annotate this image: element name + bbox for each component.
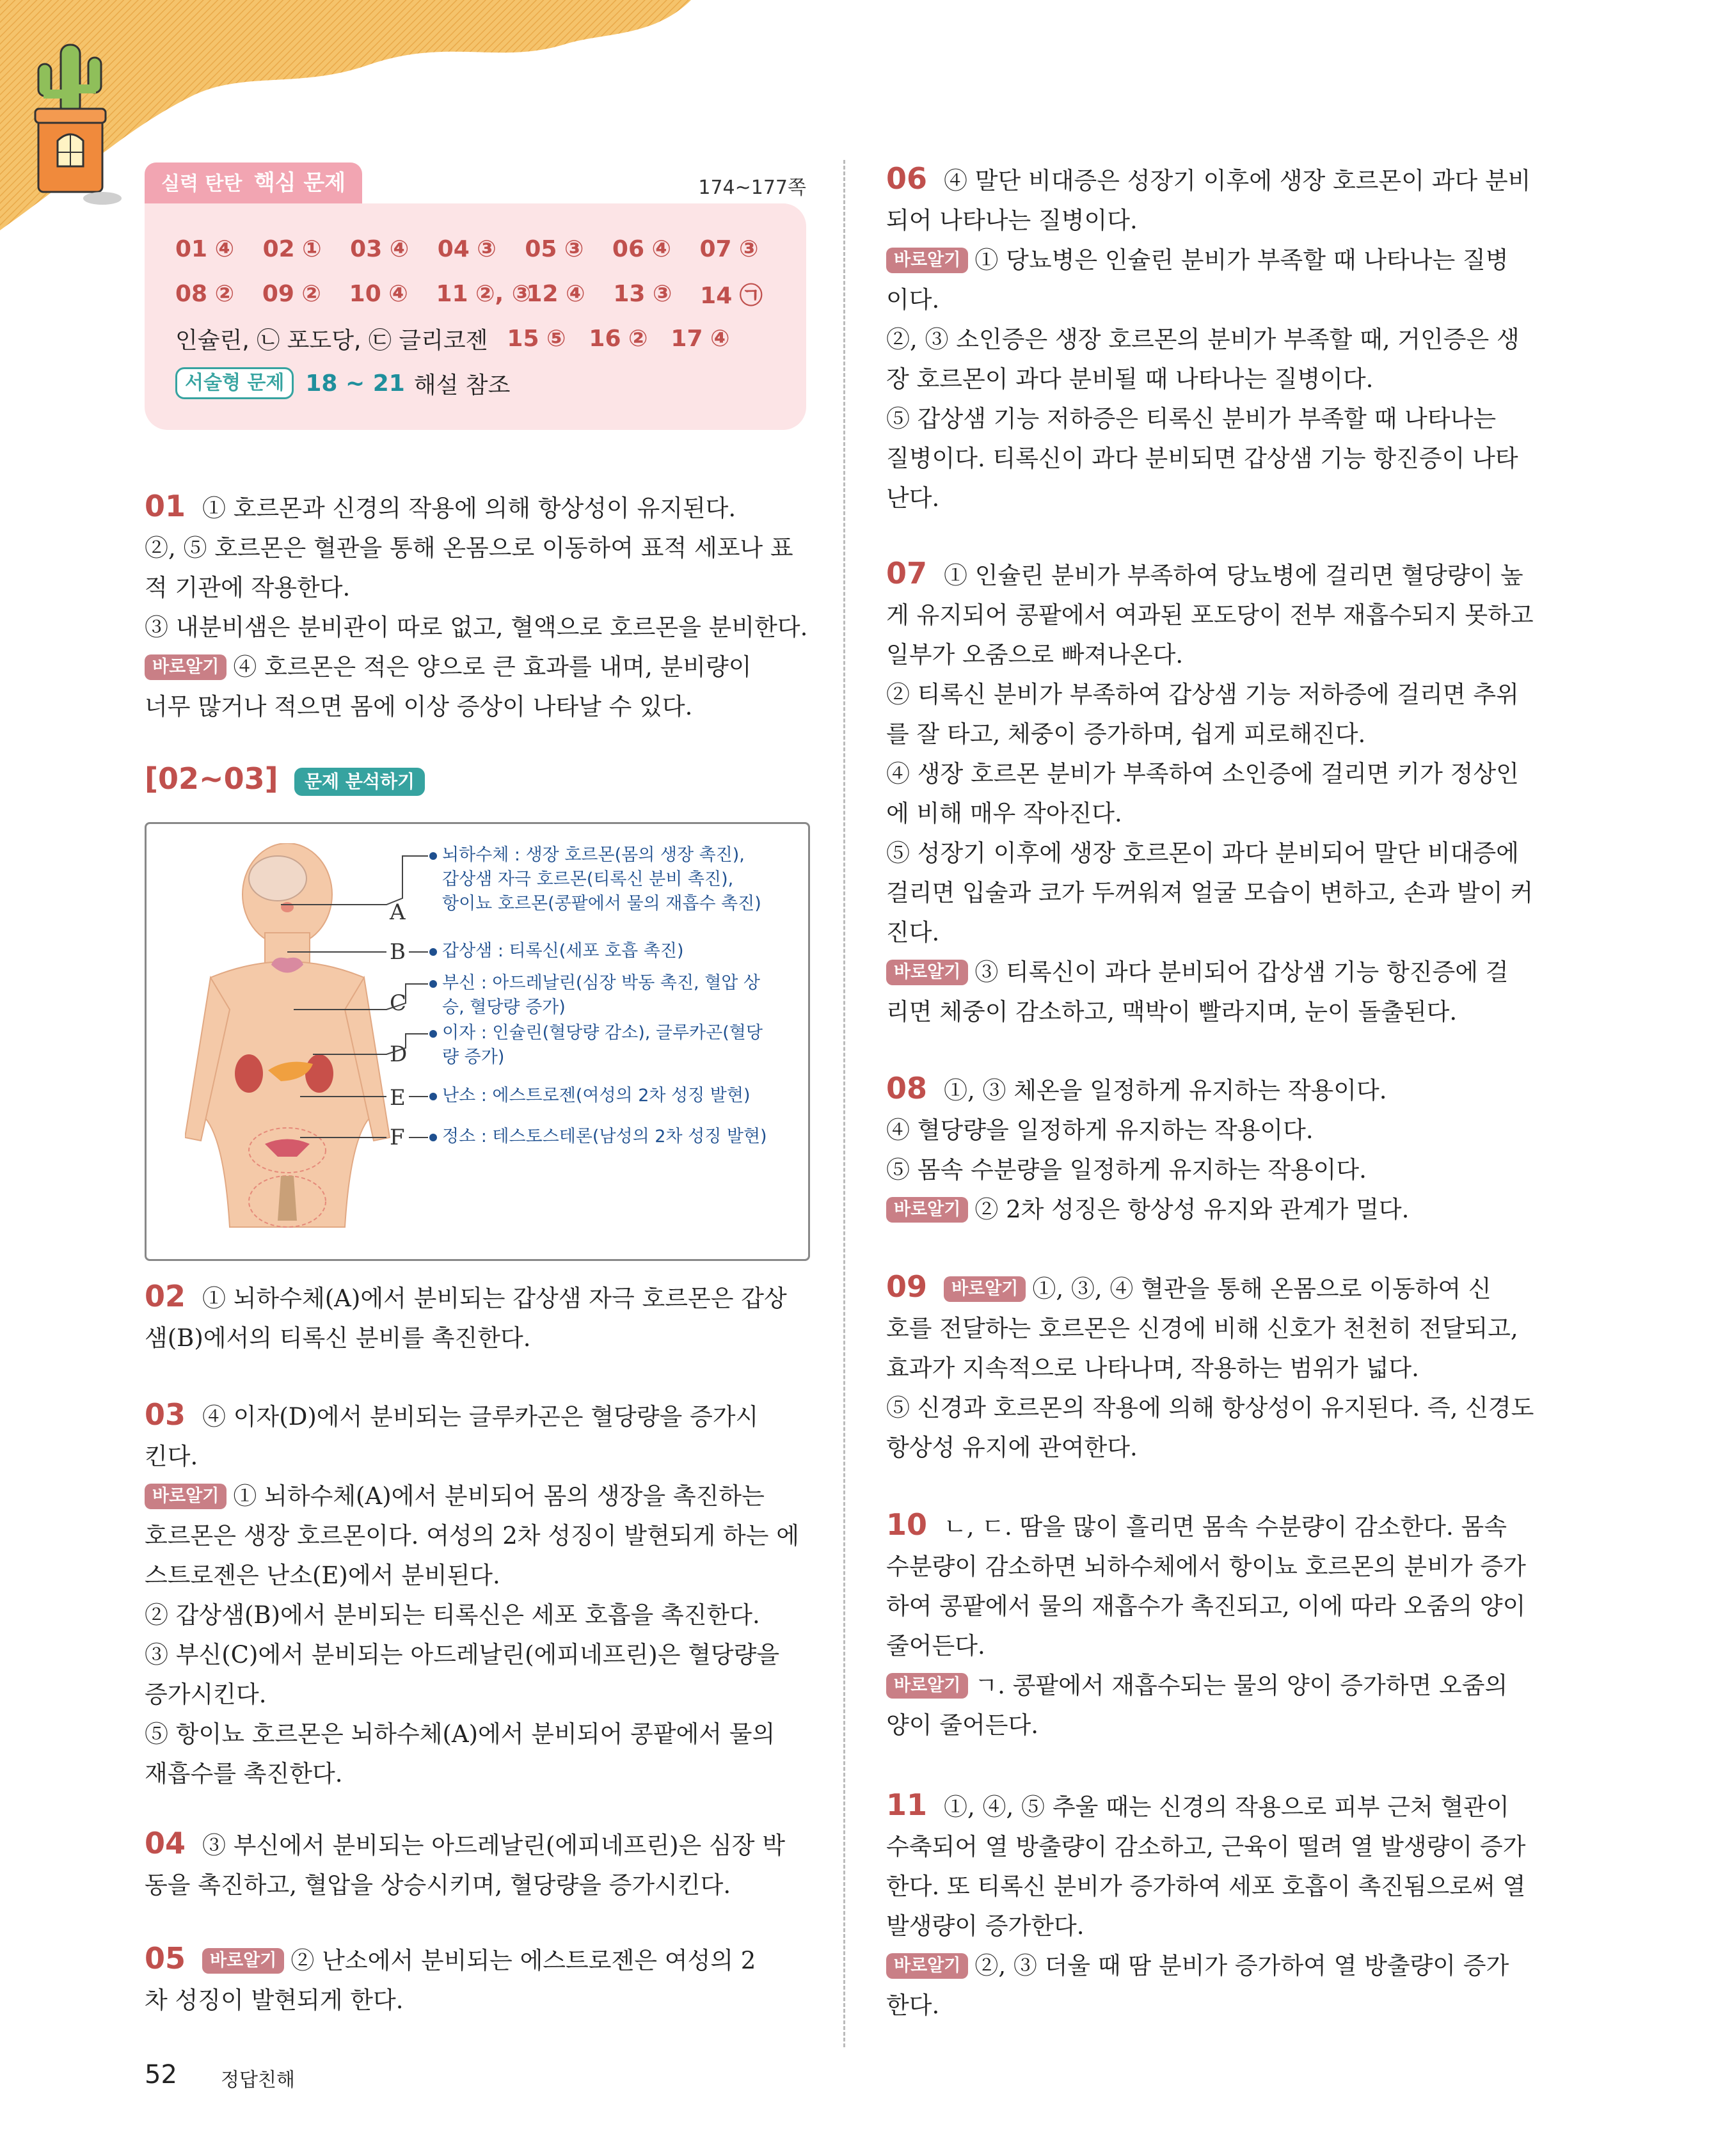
text-line: 이자 : 인슐린(혈당량 감소), 글루카곤(혈당: [442, 1023, 763, 1043]
question-number: 04: [145, 1826, 186, 1860]
answer-row: [175, 271, 787, 316]
answer-14-continuation: 인슐린, ㉡ 포도당, ㉢ 글리코젠: [175, 327, 488, 354]
text-line: ① 인슐린 분비가 부족하여 당뇨병에 걸리면 혈당량이 높: [944, 562, 1523, 589]
leader-dot: [429, 1030, 437, 1038]
answer-number: 02: [262, 235, 295, 262]
answer-value: ②, ③: [475, 280, 532, 307]
question-number: 08: [886, 1071, 928, 1106]
text-line: ⑤ 항이뇨 호르몬은 뇌하수체(A)에서 분비되어 콩팥에서 물의: [145, 1720, 775, 1748]
text-line: 너무 많거나 적으면 몸에 이상 증상이 나타날 수 있다.: [145, 693, 693, 720]
answer-item: [507, 326, 589, 352]
text-line: 를 잘 타고, 체중이 증가하며, 쉽게 피로해진다.: [886, 720, 1366, 748]
text-line: 수분량이 감소하면 뇌하수체에서 항이뇨 호르몬의 분비가 증가: [886, 1553, 1526, 1580]
text-line: ⑤ 몸속 수분량을 일정하게 유지하는 작용이다.: [886, 1156, 1367, 1184]
answer-number: 10: [349, 280, 381, 307]
answer-item: [175, 236, 263, 262]
fix-badge: 바로알기: [944, 1276, 1026, 1302]
text-line: 뇌하수체 : 생장 호르몬(몸의 생장 촉진),: [442, 845, 745, 865]
answer-row: [175, 316, 787, 361]
fix-badge: 바로알기: [886, 960, 968, 985]
answer-item: [612, 236, 700, 262]
answer-number: 17: [671, 325, 703, 352]
answer-value: ④: [710, 325, 730, 352]
leader-dot: [429, 980, 437, 988]
answer-value: ④: [214, 235, 235, 262]
answer-number: 16: [589, 325, 621, 352]
answer-value: ②: [214, 280, 235, 307]
answer-header: [145, 162, 806, 201]
question-number: 03: [145, 1397, 186, 1432]
answer-number: 03: [350, 235, 383, 262]
answer-box: [145, 203, 806, 430]
text-line: 동을 촉진하고, 혈압을 상승시키며, 혈당량을 증가시킨다.: [145, 1871, 731, 1899]
answer-item: [671, 326, 752, 352]
diagram-label-e: E: [390, 1085, 406, 1111]
answer-value: ③: [477, 235, 497, 262]
fix-badge: 바로알기: [886, 1197, 968, 1223]
answer-item: [350, 236, 438, 262]
question-11: [886, 1785, 1564, 2025]
answer-value: ②: [628, 325, 648, 352]
fix-badge: 바로알기: [145, 654, 227, 680]
text-line: ③ 티록신이 과다 분비되어 갑상샘 기능 항진증에 걸: [974, 958, 1509, 986]
text-line: 항상성 유지에 관여한다.: [886, 1434, 1138, 1461]
answer-value: ②: [301, 280, 321, 307]
question-number: 09: [886, 1269, 928, 1304]
answer-value: ④: [566, 280, 585, 307]
text-line: 난소 : 에스트로젠(여성의 2차 성징 발현): [442, 1086, 751, 1106]
answer-number: 14: [700, 282, 733, 309]
text-line: 진다.: [886, 919, 940, 946]
answer-value: ③: [739, 235, 759, 262]
answer-value: ④: [389, 235, 409, 262]
answer-number: 15: [507, 325, 539, 352]
text-line: 승, 혈당량 증가): [442, 997, 566, 1017]
text-line: 하여 콩팥에서 물의 재흡수가 촉진되고, 이에 따라 오줌의 양이: [886, 1592, 1526, 1620]
seosul-numbers: 18 ~ 21: [305, 370, 405, 397]
answer-tab-label: 실력 탄탄: [161, 173, 242, 195]
text-line: 증가시킨다.: [145, 1681, 267, 1708]
answer-item: [526, 281, 613, 307]
question-number: 11: [886, 1787, 928, 1822]
answer-item: [262, 281, 349, 307]
text-line: 효과가 지속적으로 나타나며, 작용하는 범위가 넓다.: [886, 1354, 1419, 1382]
answer-value: ⑤: [546, 325, 566, 352]
question-04: [145, 1823, 810, 1905]
question-03: [145, 1395, 810, 1794]
text-line: ⑤ 성장기 이후에 생장 호르몬이 과다 분비되어 말단 비대증에: [886, 839, 1519, 867]
answer-item: [525, 236, 612, 262]
text-line: ②, ③ 소인증은 생장 호르몬의 분비가 부족할 때, 거인증은 생: [886, 326, 1520, 353]
answer-number: 01: [175, 235, 208, 262]
question-01: [145, 486, 810, 727]
answer-value: ③: [652, 280, 672, 307]
question-06: [886, 159, 1564, 518]
text-line: 게 유지되어 콩팥에서 여과된 포도당이 전부 재흡수되지 못하고: [886, 601, 1534, 629]
question-07: [886, 553, 1564, 1032]
text-line: 차 성징이 발현되게 한다.: [145, 1986, 404, 2014]
answer-item: [589, 326, 671, 352]
text-line: ① 호르몬과 신경의 작용에 의해 항상성이 유지된다.: [202, 495, 736, 522]
answer-value: ①: [302, 235, 322, 262]
fix-badge: 바로알기: [886, 1953, 968, 1979]
question-05: [145, 1938, 810, 2020]
answer-tab: [145, 162, 362, 203]
text-line: ② 갑상샘(B)에서 분비되는 티록신은 세포 호흡을 촉진한다.: [145, 1601, 760, 1629]
text-line: ④ 생장 호르몬 분비가 부족하여 소인증에 걸리면 키가 정상인: [886, 760, 1519, 788]
answer-value: ③: [564, 235, 584, 262]
answer-item: [700, 278, 787, 310]
text-line: 스트로젠은 난소(E)에서 분비된다.: [145, 1562, 500, 1589]
text-line: 재흡수를 촉진한다.: [145, 1760, 343, 1787]
gland-text-pancreas: [442, 1021, 763, 1070]
answer-item: [613, 281, 700, 307]
answer-number: 04: [437, 235, 470, 262]
answer-item: [699, 236, 787, 262]
answer-number: 07: [699, 235, 732, 262]
fix-badge: 바로알기: [145, 1484, 227, 1509]
answer-item: [438, 236, 525, 262]
question-08: [886, 1068, 1564, 1230]
text-line: 에 비해 매우 작아진다.: [886, 800, 1122, 827]
text-line: ①, ③ 체온을 일정하게 유지하는 작용이다.: [944, 1077, 1387, 1104]
text-line: ④ 혈당량을 일정하게 유지하는 작용이다.: [886, 1116, 1314, 1144]
text-line: ②, ⑤ 호르몬은 혈관을 통해 온몸으로 이동하여 표적 세포나 표: [145, 534, 793, 562]
question-number: 06: [886, 161, 928, 196]
text-line: 난다.: [886, 484, 940, 512]
text-line: 되어 나타나는 질병이다.: [886, 207, 1138, 234]
answer-grid: [175, 226, 787, 406]
text-line: 샘(B)에서의 티록신 분비를 촉진한다.: [145, 1324, 531, 1352]
diagram-label-d: D: [390, 1042, 408, 1067]
question-10: [886, 1505, 1564, 1745]
text-line: 적 기관에 작용한다.: [145, 574, 351, 601]
answer-item: [175, 281, 262, 307]
answer-number: 06: [612, 235, 644, 262]
question-number: 02: [145, 1279, 186, 1313]
diagram-label-f: F: [390, 1125, 405, 1150]
text-line: ③ 부신(C)에서 분비되는 아드레날린(에피네프린)은 혈당량을: [145, 1641, 780, 1669]
answer-number: 12: [526, 280, 559, 307]
text-line: 줄어든다.: [886, 1632, 985, 1660]
text-line: ㄱ. 콩팥에서 재흡수되는 물의 양이 증가하면 오줌의: [974, 1672, 1508, 1699]
endocrine-diagram: [145, 822, 810, 1261]
question-number: 07: [886, 556, 928, 591]
text-line: 양이 줄어든다.: [886, 1711, 1038, 1739]
text-line: ② 난소에서 분비되는 에스트로젠은 여성의 2: [290, 1947, 756, 1974]
text-line: ㄴ, ㄷ. 땀을 많이 흘리면 몸속 수분량이 감소한다. 몸속: [944, 1513, 1507, 1541]
answer-value: ㉠: [739, 282, 763, 309]
text-line: 장 호르몬이 과다 분비될 때 나타나는 질병이다.: [886, 365, 1374, 393]
gland-text-ovary: [442, 1084, 750, 1108]
text-line: 부신 : 아드레날린(심장 박동 촉진, 혈압 상: [442, 973, 761, 993]
answer-item: [436, 280, 532, 307]
text-line: 항이뇨 호르몬(콩팥에서 물의 재흡수 촉진): [442, 894, 761, 914]
text-line: ④ 말단 비대증은 성장기 이후에 생장 호르몬이 과다 분비: [944, 167, 1531, 194]
text-line: ①, ③, ④ 혈관을 통해 온몸으로 이동하여 신: [1032, 1275, 1491, 1303]
answer-item: [349, 281, 436, 307]
answer-pages: 174~177쪽: [698, 177, 806, 199]
text-line: 걸리면 입술과 코가 두꺼워져 얼굴 모습이 변하고, 손과 발이 커: [886, 879, 1534, 907]
answer-row: [175, 361, 787, 406]
answer-value: ④: [388, 280, 408, 307]
analysis-badge: 문제 분석하기: [294, 768, 425, 796]
text-line: ⑤ 신경과 호르몬의 작용에 의해 항상성이 유지된다. 즉, 신경도: [886, 1394, 1534, 1422]
text-line: 정소 : 테스토스테론(남성의 2차 성징 발현): [442, 1127, 767, 1146]
answer-tab-title: 핵심 문제: [253, 170, 346, 196]
leader-dot: [429, 948, 437, 956]
text-line: ② 티록신 분비가 부족하여 갑상샘 기능 저하증에 걸리면 추위: [886, 681, 1519, 708]
text-line: 일부가 오줌으로 빠져나온다.: [886, 641, 1184, 669]
diagram-label-a: A: [390, 900, 406, 925]
text-line: ②, ③ 더울 때 땀 분비가 증가하여 열 방출량이 증가: [974, 1952, 1509, 1979]
answer-item: [263, 236, 351, 262]
question-09: [886, 1267, 1564, 1468]
text-line: 한다. 또 티록신 분비가 증가하여 세포 호흡이 촉진됨으로써 열: [886, 1873, 1526, 1900]
fix-badge: 바로알기: [202, 1948, 284, 1974]
text-line: 호르몬은 생장 호르몬이다. 여성의 2차 성징이 발현되게 하는 에: [145, 1522, 799, 1550]
text-line: ② 2차 성징은 항상성 유지와 관계가 멀다.: [974, 1196, 1410, 1223]
text-line: ① 뇌하수체(A)에서 분비되는 갑상샘 자극 호르몬은 갑상: [202, 1285, 787, 1312]
text-line: 호를 전달하는 호르몬은 신경에 비해 신호가 천천히 전달되고,: [886, 1315, 1518, 1342]
text-line: 발생량이 증가한다.: [886, 1912, 1085, 1940]
text-line: 질병이다. 티록신이 과다 분비되면 갑상샘 기능 항진증이 나타: [886, 445, 1518, 472]
diagram-label-c: C: [390, 990, 407, 1016]
text-line: ① 뇌하수체(A)에서 분비되어 몸의 생장을 촉진하는: [233, 1482, 765, 1510]
seosul-badge: 서술형 문제: [175, 367, 294, 399]
leader-dot: [429, 1093, 437, 1100]
text-line: 갑상샘 자극 호르몬(티록신 분비 촉진),: [442, 869, 734, 889]
gland-text-testis: [442, 1125, 767, 1149]
answer-number: 08: [175, 280, 208, 307]
column-divider: [843, 160, 845, 2047]
question-number: 10: [886, 1507, 928, 1542]
text-line: 이다.: [886, 286, 940, 313]
text-line: ③ 부신에서 분비되는 아드레날린(에피네프린)은 심장 박: [202, 1832, 786, 1859]
text-line: 리면 체중이 감소하고, 맥박이 빨라지며, 눈이 돌출된다.: [886, 998, 1458, 1026]
seosul-text: 해설 참조: [413, 372, 511, 399]
answer-number: 05: [525, 235, 557, 262]
text-line: ⑤ 갑상샘 기능 저하증은 티록신 분비가 부족할 때 나타나는: [886, 405, 1497, 432]
answer-number: 13: [613, 280, 646, 307]
question-02: [145, 1276, 810, 1358]
footer-label: 정답친해: [221, 2069, 295, 2091]
leader-dot: [429, 1134, 437, 1141]
gland-text-thyroid: [442, 939, 683, 963]
fix-badge: 바로알기: [886, 1673, 968, 1699]
text-line: 한다.: [886, 1992, 940, 2019]
gland-text-adrenal: [442, 971, 760, 1020]
diagram-label-b: B: [390, 939, 406, 965]
answer-row: [175, 226, 787, 271]
page-number: 52: [145, 2060, 177, 2089]
text-line: 수축되어 열 방출량이 감소하고, 근육이 떨려 열 발생량이 증가: [886, 1833, 1526, 1860]
leader-dot: [429, 852, 437, 860]
fix-badge: 바로알기: [886, 248, 968, 273]
text-line: 킨다.: [145, 1443, 198, 1470]
answer-number: 11: [436, 280, 468, 307]
cactus-pot-icon: [26, 38, 122, 205]
text-line: ④ 호르몬은 적은 양으로 큰 효과를 내며, 분비량이: [233, 653, 752, 681]
text-line: 갑상샘 : 티록신(세포 호흡 촉진): [442, 941, 684, 961]
gland-text-pituitary: [442, 843, 761, 916]
text-line: ③ 내분비샘은 분비관이 따로 없고, 혈액으로 호르몬을 분비한다.: [145, 614, 808, 641]
text-line: ① 당뇨병은 인슐린 분비가 부족할 때 나타나는 질병: [974, 246, 1509, 274]
text-line: ④ 이자(D)에서 분비되는 글루카곤은 혈당량을 증가시: [202, 1403, 759, 1431]
answer-number: 09: [262, 280, 294, 307]
answer-value: ④: [651, 235, 671, 262]
question-number: 05: [145, 1941, 186, 1976]
text-line: 량 증가): [442, 1047, 505, 1067]
question-number: 01: [145, 489, 186, 523]
section-title: [02~03]: [145, 761, 278, 796]
text-line: ①, ④, ⑤ 추울 때는 신경의 작용으로 피부 근처 혈관이: [944, 1793, 1509, 1821]
